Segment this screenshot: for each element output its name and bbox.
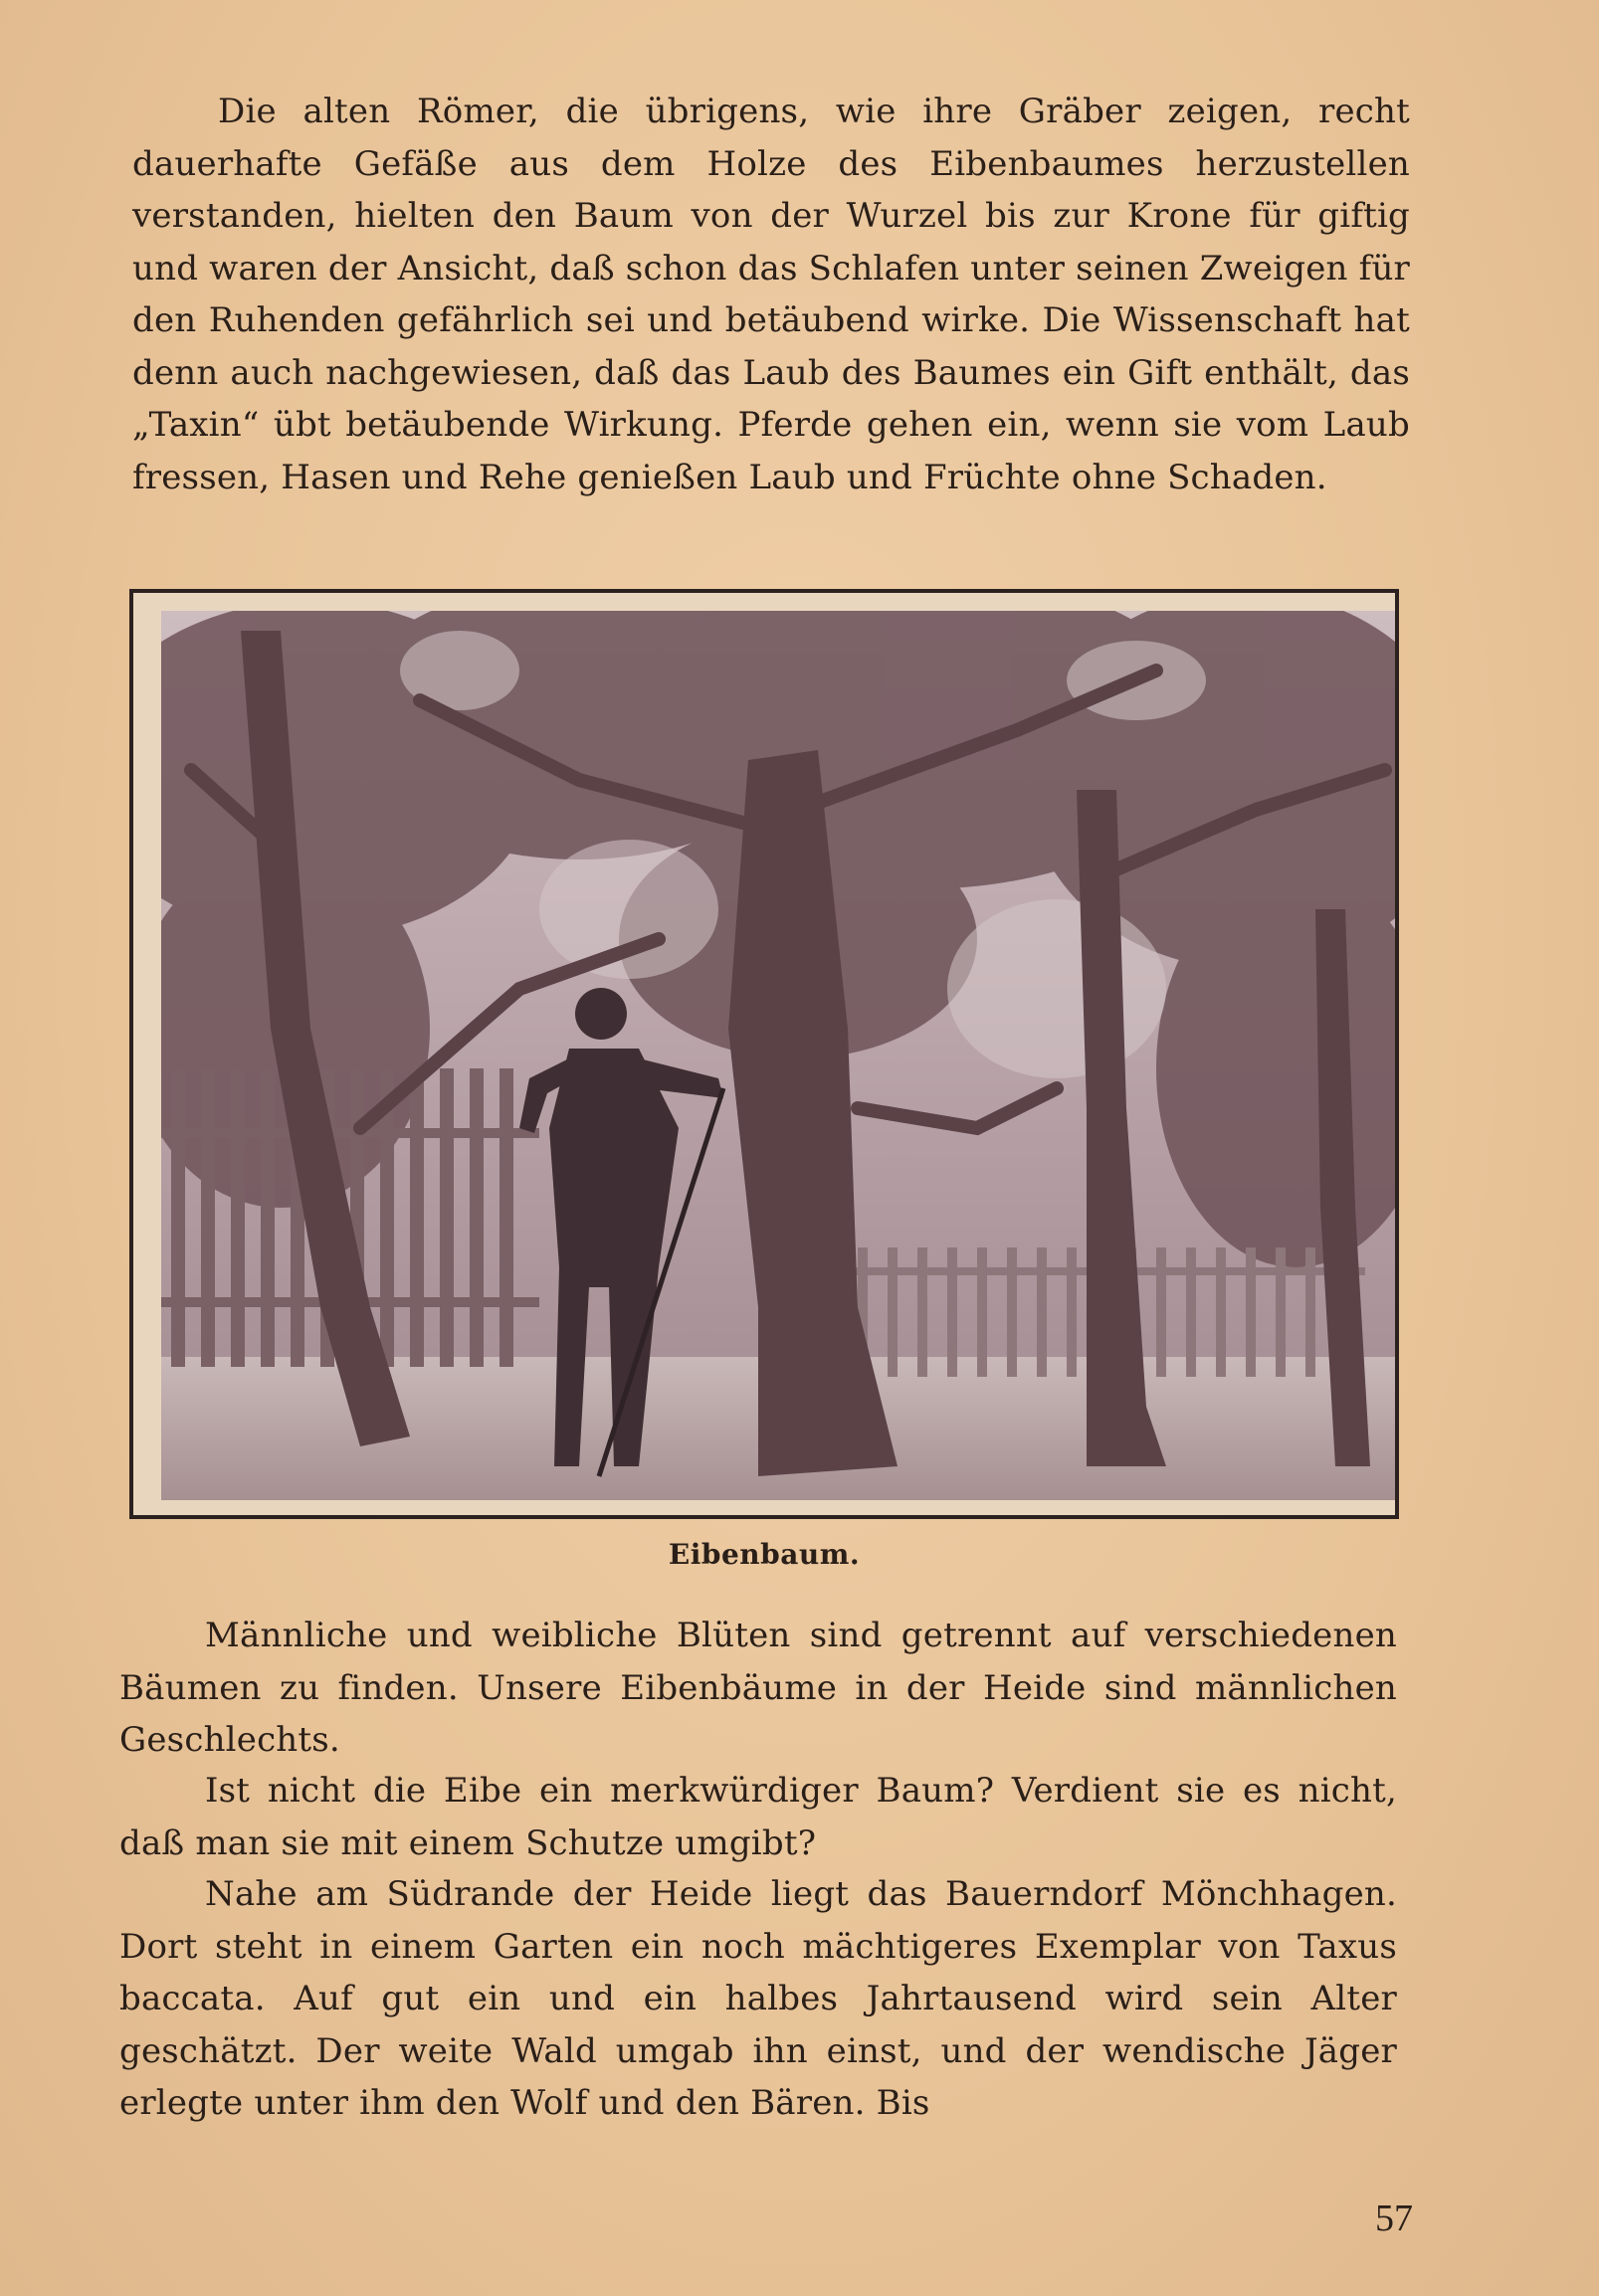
- paragraph-flowers: Männliche und weibliche Blüten sind getrennt auf verschiedenen Bäumen zu finden. Unsere Eibenbäume in der Heide sind männlichen Geschlechts.: [119, 1616, 1397, 1760]
- paragraph-question: Ist nicht die Eibe ein merkwürdiger Baum? Verdient sie es nicht, daß man sie mit einem Schutze umgibt?: [119, 1771, 1397, 1863]
- page-number: 57: [1375, 2198, 1413, 2239]
- yew-tree-photo: [161, 611, 1395, 1500]
- photo-caption: Eibenbaum.: [668, 1538, 861, 1571]
- paragraph-moenchhagen: Nahe am Südrande der Heide liegt das Bauerndorf Mönchhagen. Dort steht in einem Garten ein noch mächtigeres Exemplar von Taxus baccata. Auf gut ein und ein halbes Jahrtausend wird sein Alter geschätzt. Der weite Wald umgab ihn einst, und der wendische Jäger erlegte unter ihm den Wolf und den Bären. Bis: [119, 1874, 1397, 2123]
- paragraph-romans: Die alten Römer, die übrigens, wie ihre Gräber zeigen, recht dauerhafte Gefäße aus dem Holze des Eibenbaumes herzustellen verstanden, hielten den Baum von der Wurzel bis zur Krone für giftig und waren der Ansicht, daß schon das Schlafen unter seinen Zweigen für den Ruhenden gefährlich sei und betäubend wirke. Die Wissenschaft hat denn auch nachgewiesen, daß das Laub des Baumes ein Gift enthält, das „Taxin“ übt betäubende Wirkung. Pferde gehen ein, wenn sie vom Laub fressen, Hasen und Rehe genießen Laub und Früchte ohne Schaden.: [132, 92, 1410, 497]
- photo-frame: [129, 589, 1399, 1519]
